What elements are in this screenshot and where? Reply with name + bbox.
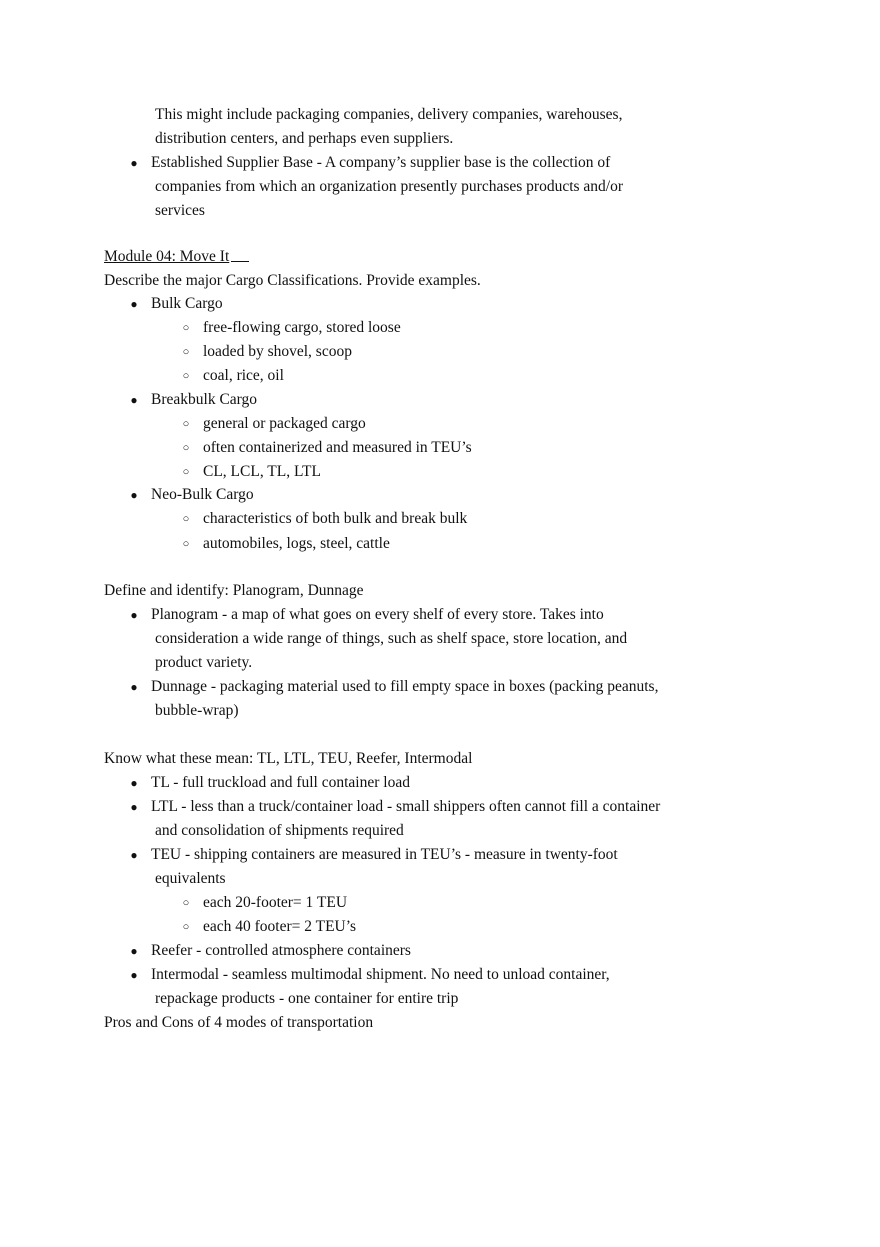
tl-definition: TL - full truckload and full container load (151, 774, 410, 791)
cargo-title-breakbulk: Breakbulk Cargo (151, 391, 258, 408)
list-item: general or packaged cargo (203, 415, 366, 432)
supplier-base-line-1: Established Supplier Base - A company’s supplier base is the collection of (151, 154, 611, 171)
module-heading-text: Module 04: Move It (104, 248, 230, 265)
planogram-line-2: consideration a wide range of things, such as shelf space, store location, and (155, 630, 628, 647)
dunnage-line-1: Dunnage - packaging material used to fill empty space in boxes (packing peanuts, (151, 678, 659, 695)
bullet-icon (128, 965, 140, 985)
intermodal-line-2: repackage products - one container for entire trip (155, 990, 459, 1007)
intro-line-1: This might include packaging companies, delivery companies, warehouses, (155, 106, 623, 123)
circle-bullet-icon (180, 318, 192, 338)
dunnage-line-2: bubble-wrap) (155, 702, 239, 719)
cargo-title-neobulk: Neo-Bulk Cargo (151, 486, 254, 503)
circle-bullet-icon (180, 366, 192, 386)
module-heading (104, 247, 249, 267)
bullet-icon (128, 677, 140, 697)
intro-line-2: distribution centers, and perhaps even suppliers. (155, 130, 454, 147)
ltl-line-2: and consolidation of shipments required (155, 822, 404, 839)
bullet-icon (128, 605, 140, 625)
supplier-base-line-2: companies from which an organization presently purchases products and/or (155, 178, 624, 195)
teu-line-2: equivalents (155, 870, 226, 887)
ltl-line-1: LTL - less than a truck/container load - small shippers often cannot fill a container (151, 798, 661, 815)
bullet-icon (128, 485, 140, 505)
bullet-icon (128, 294, 140, 314)
list-item: loaded by shovel, scoop (203, 343, 352, 360)
circle-bullet-icon (180, 342, 192, 362)
teu-line-1: TEU - shipping containers are measured in TEU’s - measure in twenty-foot (151, 846, 618, 863)
question-transport-modes: Pros and Cons of 4 modes of transportation (104, 1014, 374, 1031)
bullet-icon (128, 390, 140, 410)
bullet-icon (128, 941, 140, 961)
circle-bullet-icon (180, 893, 192, 913)
circle-bullet-icon (180, 462, 192, 482)
list-item: coal, rice, oil (203, 367, 284, 384)
planogram-line-3: product variety. (155, 654, 253, 671)
list-item: each 40 footer= 2 TEU’s (203, 918, 357, 935)
question-terms: Know what these mean: TL, LTL, TEU, Reefer, Intermodal (104, 750, 473, 767)
intermodal-line-1: Intermodal - seamless multimodal shipment. No need to unload container, (151, 966, 610, 983)
question-cargo: Describe the major Cargo Classifications. Provide examples. (104, 272, 481, 289)
circle-bullet-icon (180, 414, 192, 434)
cargo-title-bulk: Bulk Cargo (151, 295, 223, 312)
list-item: CL, LCL, TL, LTL (203, 463, 321, 480)
supplier-base-line-3: services (155, 202, 205, 219)
list-item: often containerized and measured in TEU’s (203, 439, 472, 456)
planogram-line-1: Planogram - a map of what goes on every shelf of every store. Takes into (151, 606, 604, 623)
circle-bullet-icon (180, 438, 192, 458)
reefer-definition: Reefer - controlled atmosphere containers (151, 942, 411, 959)
bullet-icon (128, 797, 140, 817)
list-item: automobiles, logs, steel, cattle (203, 535, 390, 552)
bullet-icon (128, 845, 140, 865)
bullet-icon (128, 153, 140, 173)
list-item: each 20-footer= 1 TEU (203, 894, 348, 911)
question-planogram-dunnage: Define and identify: Planogram, Dunnage (104, 582, 364, 599)
bullet-icon (128, 773, 140, 793)
circle-bullet-icon (180, 509, 192, 529)
list-item: free-flowing cargo, stored loose (203, 319, 401, 336)
circle-bullet-icon (180, 534, 192, 554)
heading-underline (231, 247, 249, 262)
list-item: characteristics of both bulk and break bulk (203, 510, 468, 527)
circle-bullet-icon (180, 917, 192, 937)
